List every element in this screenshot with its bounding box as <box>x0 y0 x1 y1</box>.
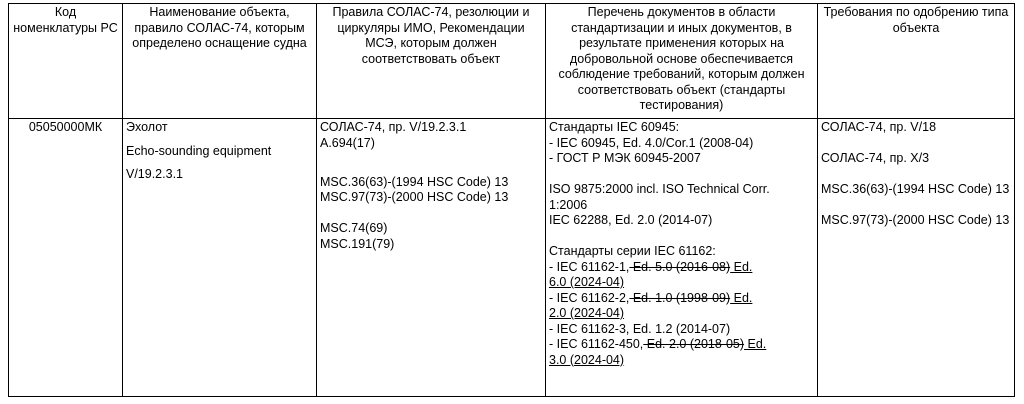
std-iec60945-title: Стандарты IEC 60945: <box>549 120 680 134</box>
std-iec61162-title: Стандарты серии IEC 61162: <box>549 244 716 258</box>
inserted-edition: Ed. <box>744 337 767 351</box>
cell-name <box>123 119 317 397</box>
std-iso9875-a: ISO 9875:2000 incl. ISO Technical Corr. <box>549 182 770 196</box>
approval-solas-v18: СОЛАС-74, пр. V/18 <box>821 120 937 134</box>
std-iec61162-2: - IEC 61162-2, Ed. 1.0 (1998-09) Ed. <box>549 290 753 305</box>
header-name: Наименование объекта, правило СОЛАС-74, которым определено оснащение судна <box>123 4 317 119</box>
inserted-edition: Ed. <box>730 259 753 274</box>
approval-msc36: MSC.36(63)-(1994 HSC Code) 13 <box>821 182 1010 196</box>
equipment-requirements-table <box>8 3 1015 397</box>
rule-a694: А.694(17) <box>320 135 375 150</box>
rule-solas: СОЛАС-74, пр. V/19.2.3.1 <box>320 120 467 134</box>
deleted-edition: Ed. 2.0 (2018-05) <box>643 337 745 351</box>
item-code: 05050000МК <box>28 120 103 134</box>
cell-approval <box>818 119 1015 397</box>
inserted-edition: 3.0 (2024-04) <box>549 352 625 367</box>
std-iec62288: IEC 62288, Ed. 2.0 (2014-07) <box>549 213 713 227</box>
item-solas-rule: V/19.2.3.1 <box>126 167 183 181</box>
rule-msc97: MSC.97(73)-(2000 HSC Code) 13 <box>320 190 509 204</box>
std-iec60945-1: - IEC 60945, Ed. 4.0/Cor.1 (2008-04) <box>549 135 754 150</box>
table-row <box>9 119 1015 397</box>
item-name-ru: Эхолот <box>126 120 168 134</box>
approval-solas-x3: СОЛАС-74, пр. Х/3 <box>821 151 930 165</box>
cell-standards <box>546 119 818 397</box>
rule-msc36: MSC.36(63)-(1994 HSC Code) 13 <box>320 174 509 189</box>
cell-code <box>9 119 123 397</box>
std-iec61162-3: - IEC 61162-3, Ed. 1.2 (2014-07) <box>549 321 731 336</box>
std-iec61162-1: - IEC 61162-1, Ed. 5.0 (2016-08) Ed. <box>549 259 753 274</box>
deleted-edition: Ed. 5.0 (2016-08) <box>629 259 731 274</box>
deleted-edition: Ed. 1.0 (1998-09) <box>629 290 731 305</box>
item-name-en: Echo-sounding equipment <box>126 143 272 158</box>
header-rules: Правила СОЛАС-74, резолюции и циркуляры ИМО, Рекомендации МСЭ, которым должен соответствовать объект <box>317 4 546 119</box>
cell-rules <box>317 119 546 397</box>
header-approval: Требования по одобрению типа объекта <box>818 4 1015 119</box>
inserted-edition: Ed. <box>730 290 753 305</box>
rule-msc74: MSC.74(69) <box>320 221 388 235</box>
header-row <box>9 4 1015 119</box>
rule-msc191: MSC.191(79) <box>320 236 395 251</box>
header-code: Код номенклатуры РС <box>9 4 123 119</box>
inserted-edition: 6.0 (2024-04) <box>549 275 625 289</box>
inserted-edition: 2.0 (2024-04) <box>549 306 625 320</box>
std-iec61162-450: - IEC 61162-450, Ed. 2.0 (2018-05) Ed. <box>549 337 767 351</box>
header-standards: Перечень документов в области стандартизации и иных документов, в результате применения которых на добровольной основе обеспечивается соблюдение требований, которым должен соответствовать объект (стандарты тестирования) <box>546 4 818 119</box>
std-iec60945-2: - ГОСТ Р МЭК 60945-2007 <box>549 151 701 165</box>
std-iso9875-b: 1:2006 <box>549 197 588 212</box>
approval-msc97: MSC.97(73)-(2000 HSC Code) 13 <box>821 213 1010 227</box>
